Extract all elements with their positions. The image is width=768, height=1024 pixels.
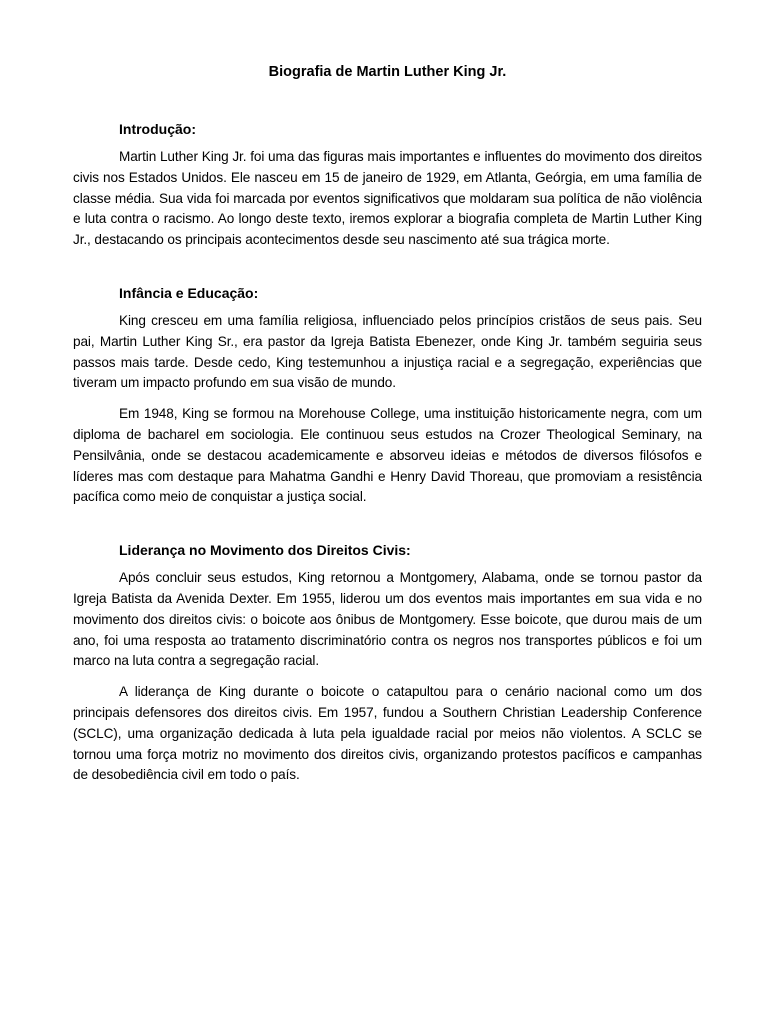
paragraph: A liderança de King durante o boicote o catapultou para o cenário nacional como um dos principais defensores dos direitos civis. Em 1957, fundou a Southern Christian Leadership Conference (SCLC), uma organização dedicada à luta pela igualdade racial por meios não violentos. A SCLC se tornou uma força motriz no movimento dos direitos civis, organizando protestos pacíficos e campanhas de desobediência civil em todo o país. xyxy=(73,684,702,783)
section-childhood-education xyxy=(73,283,702,508)
paragraph: King cresceu em uma família religiosa, influenciado pelos princípios cristãos de seus pais. Seu pai, Martin Luther King Sr., era pastor da Igreja Batista Ebenezer, onde King Jr. também seguiria seus passos mais tarde. Desde cedo, King testemunhou a injustiça racial e a segregação, experiências que tiveram um impacto profundo em sua visão de mundo. xyxy=(73,312,702,391)
paragraph: Martin Luther King Jr. foi uma das figuras mais importantes e influentes do movimento dos direitos civis nos Estados Unidos. Ele nasceu em 15 de janeiro de 1929, em Atlanta, Geórgia, em uma família de classe média. Sua vida foi marcada por eventos significativos que moldaram sua política de não violência e luta contra o racismo. Ao longo deste texto, iremos explorar a biografia completa de Martin Luther King Jr., destacando os principais acontecimentos desde seu nascimento até sua trágica morte. xyxy=(73,149,702,248)
section-heading: Infância e Educação: xyxy=(119,284,259,301)
document-title: Biografia de Martin Luther King Jr. xyxy=(268,64,507,80)
document-page xyxy=(73,62,702,796)
section-heading: Introdução: xyxy=(119,121,196,137)
section-civil-rights-leadership xyxy=(73,540,702,786)
section-heading: Liderança no Movimento dos Direitos Civis: xyxy=(119,542,411,559)
section-introduction xyxy=(73,119,702,251)
paragraph: Em 1948, King se formou na Morehouse College, uma instituição historicamente negra, com um diploma de bacharel em sociologia. Ele continuou seus estudos na Crozer Theological Seminary, na Pensilvânia, onde se destacou academicamente e absorveu ideias e métodos de diversos filósofos e líderes mas com destaque para Mahatma Gandhi e Henry David Thoreau, que promoviam a resistência pacífica como meio de conquistar a justiça social. xyxy=(73,406,702,505)
paragraph: Após concluir seus estudos, King retornou a Montgomery, Alabama, onde se tornou pastor da Igreja Batista da Avenida Dexter. Em 1955, liderou um dos eventos mais importantes em sua vida e no movimento dos direitos civis: o boicote aos ônibus de Montgomery. Esse boicote, que durou mais de um ano, foi uma resposta ao tratamento discriminatório contra os negros nos transportes públicos e foi um marco na luta contra a segregação racial. xyxy=(73,570,702,669)
